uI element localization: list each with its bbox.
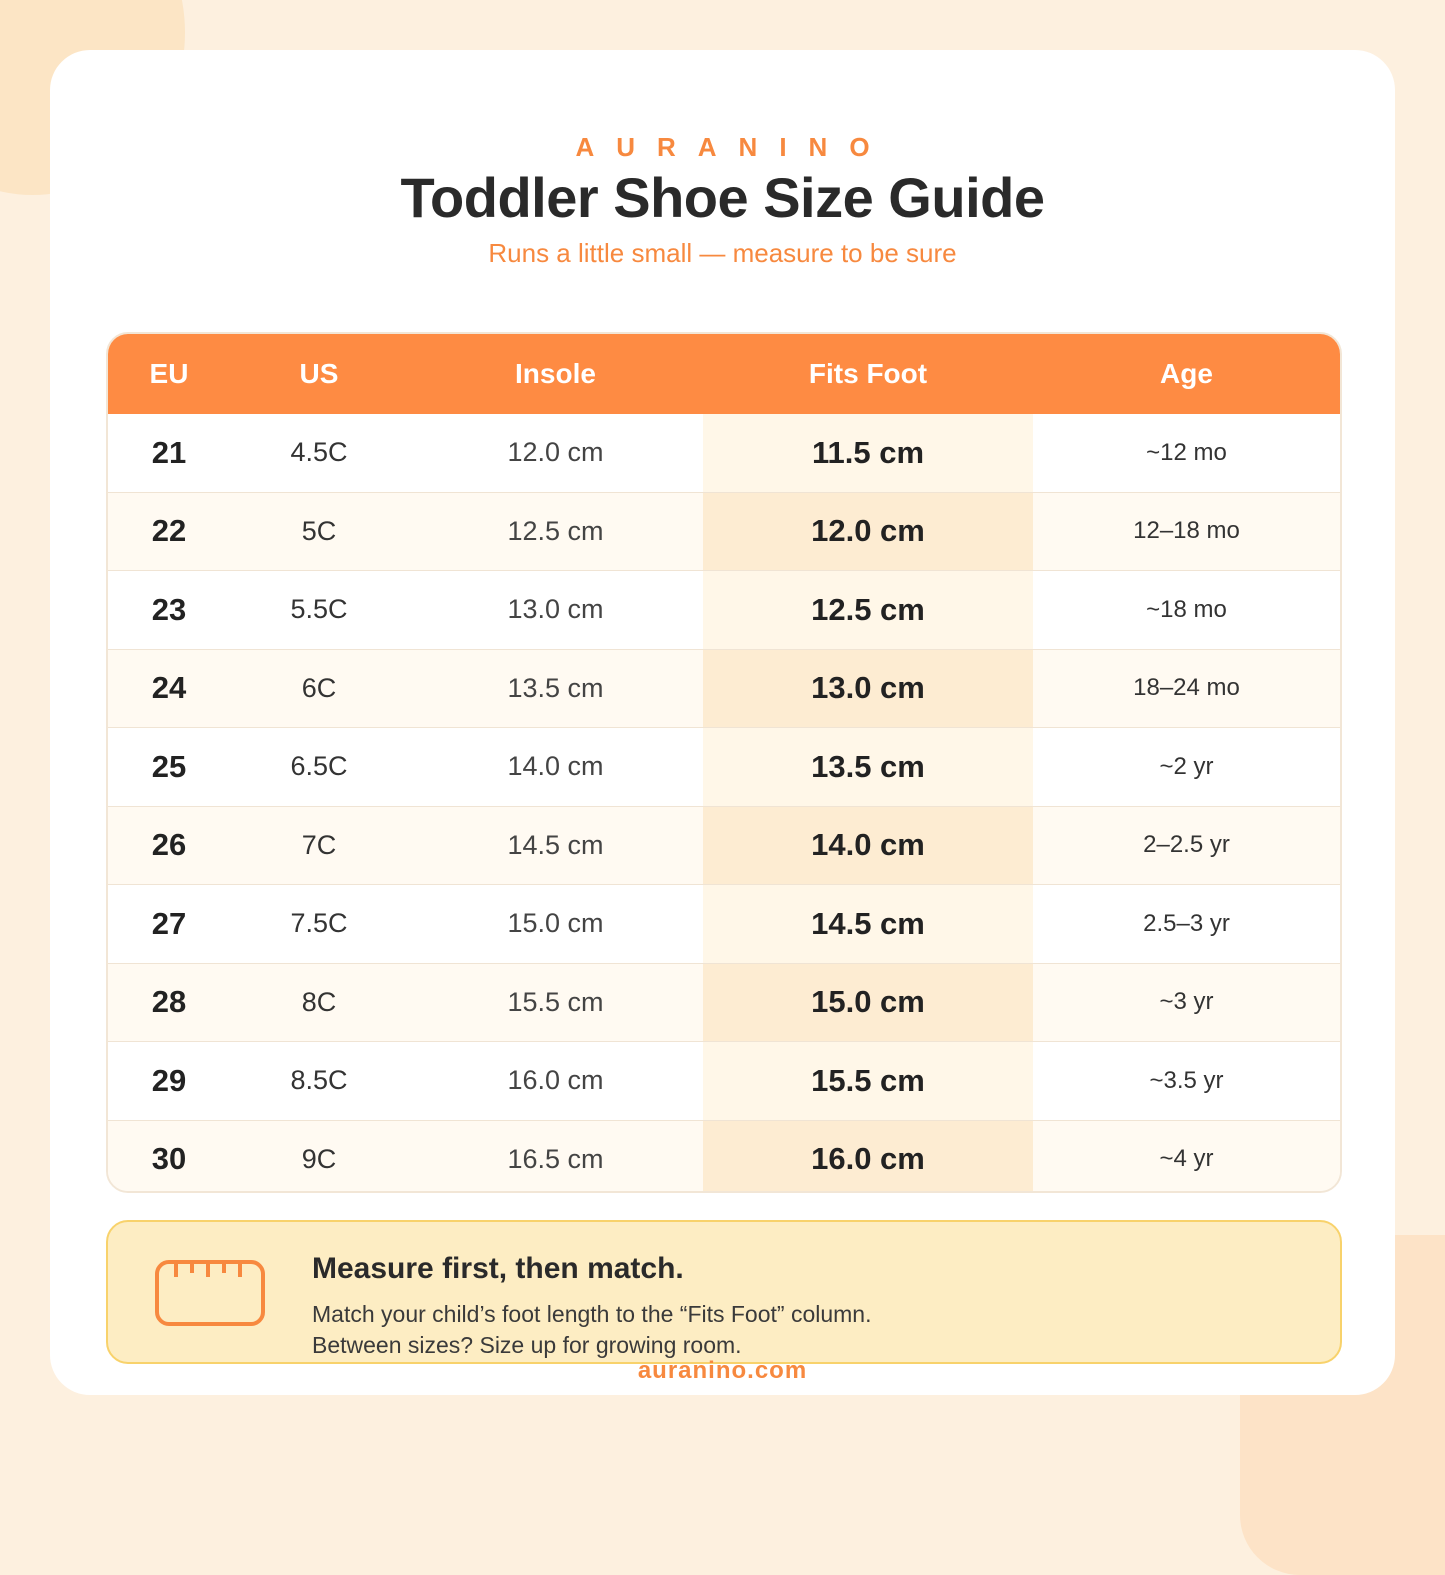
column-header-us: US <box>299 358 339 389</box>
table-row <box>108 727 1340 806</box>
page-title: Toddler Shoe Size Guide <box>400 166 1045 229</box>
eu-size-cell: 28 <box>151 984 187 1020</box>
eu-size-cell: 26 <box>151 827 187 863</box>
age-cell: 2–2.5 yr <box>1143 831 1230 859</box>
table-header <box>108 334 1340 414</box>
us-size-cell: 8.5C <box>290 1065 348 1096</box>
column-header-age: Age <box>1160 358 1213 389</box>
size-guide-card <box>50 50 1395 1395</box>
brand-name: AURANINO <box>575 132 892 162</box>
age-cell: ~12 mo <box>1146 438 1227 466</box>
tip-text <box>312 1299 872 1361</box>
table-row <box>108 1041 1340 1120</box>
column-header-fits-foot: Fits Foot <box>808 358 928 389</box>
table-row <box>108 963 1340 1042</box>
table-row <box>108 414 1340 492</box>
eu-size-cell: 29 <box>151 1062 187 1098</box>
eu-size-cell: 22 <box>151 513 187 549</box>
measure-tip-box <box>106 1220 1342 1364</box>
us-size-cell: 8C <box>301 986 337 1017</box>
tip-line: Match your child’s foot length to the “Fits Foot” column. <box>312 1301 872 1327</box>
table-row <box>108 1120 1340 1194</box>
fits-foot-cell: 15.5 cm <box>703 1042 1033 1120</box>
age-cell: ~18 mo <box>1146 595 1227 623</box>
fits-foot-cell: 13.0 cm <box>703 650 1033 728</box>
age-cell: 12–18 mo <box>1133 517 1240 545</box>
fits-foot-cell: 11.5 cm <box>703 414 1033 492</box>
fits-foot-cell: 14.0 cm <box>703 807 1033 885</box>
age-cell: 18–24 mo <box>1133 674 1240 702</box>
insole-cell: 13.5 cm <box>507 672 604 703</box>
table-body <box>108 414 1340 1193</box>
us-size-cell: 7.5C <box>290 908 348 939</box>
insole-cell: 15.0 cm <box>507 908 604 939</box>
us-size-cell: 5C <box>301 515 337 546</box>
fits-foot-cell: 12.5 cm <box>703 571 1033 649</box>
table-row <box>108 570 1340 649</box>
eu-size-cell: 24 <box>151 670 187 706</box>
insole-cell: 12.5 cm <box>507 515 604 546</box>
us-size-cell: 5.5C <box>290 594 348 625</box>
eu-size-cell: 30 <box>151 1141 187 1177</box>
age-cell: 2.5–3 yr <box>1143 909 1230 937</box>
us-size-cell: 6.5C <box>290 751 348 782</box>
ruler-icon <box>154 1259 266 1327</box>
column-header-eu: EU <box>149 358 189 389</box>
fits-foot-cell: 15.0 cm <box>703 964 1033 1042</box>
us-size-cell: 9C <box>301 1143 337 1174</box>
fits-foot-cell: 13.5 cm <box>703 728 1033 806</box>
column-header-insole: Insole <box>515 358 596 389</box>
tip-title: Measure first, then match. <box>312 1252 684 1285</box>
insole-cell: 13.0 cm <box>507 594 604 625</box>
age-cell: ~4 yr <box>1159 1145 1214 1173</box>
table-row <box>108 492 1340 571</box>
us-size-cell: 7C <box>301 829 337 860</box>
website-link[interactable]: auranino.com <box>637 1357 808 1384</box>
age-cell: ~3.5 yr <box>1149 1066 1224 1094</box>
page-subtitle: Runs a little small — measure to be sure <box>488 238 957 268</box>
size-table <box>106 332 1342 1193</box>
eu-size-cell: 23 <box>151 591 187 627</box>
eu-size-cell: 21 <box>151 434 187 470</box>
insole-cell: 15.5 cm <box>507 986 604 1017</box>
eu-size-cell: 27 <box>151 905 187 941</box>
fits-foot-cell: 16.0 cm <box>703 1121 1033 1194</box>
insole-cell: 14.5 cm <box>507 829 604 860</box>
table-row <box>108 884 1340 963</box>
fits-foot-cell: 14.5 cm <box>703 885 1033 963</box>
insole-cell: 16.0 cm <box>507 1065 604 1096</box>
us-size-cell: 6C <box>301 672 337 703</box>
insole-cell: 14.0 cm <box>507 751 604 782</box>
eu-size-cell: 25 <box>151 748 187 784</box>
insole-cell: 16.5 cm <box>507 1143 604 1174</box>
us-size-cell: 4.5C <box>290 437 348 468</box>
table-row <box>108 649 1340 728</box>
fits-foot-cell: 12.0 cm <box>703 493 1033 571</box>
age-cell: ~2 yr <box>1159 752 1214 780</box>
age-cell: ~3 yr <box>1159 988 1214 1016</box>
table-row <box>108 806 1340 885</box>
tip-line: Between sizes? Size up for growing room. <box>312 1332 742 1358</box>
insole-cell: 12.0 cm <box>507 437 604 468</box>
